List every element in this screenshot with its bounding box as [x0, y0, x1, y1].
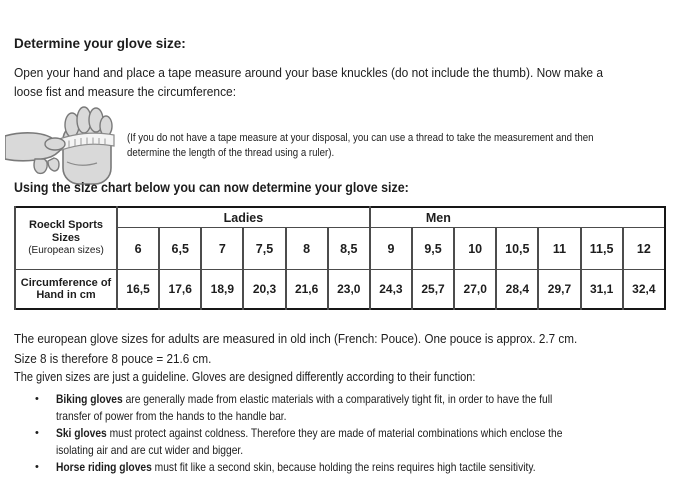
size-cell: 9,5 — [412, 228, 454, 270]
size-cell: 8 — [286, 228, 328, 270]
table-label-circumference — [15, 270, 117, 310]
hand-with-tape-measure-icon — [5, 102, 123, 186]
circumference-cell: 17,6 — [159, 270, 201, 310]
heading-determine-glove-size: Determine your glove size: — [14, 36, 186, 51]
paragraph-line: Open your hand and place a tape measure around your base knuckles (do not include the thumb). Now make a — [14, 65, 604, 80]
paragraph-line: (If you do not have a tape measure at your disposal, you can use a thread to take the measurement and then — [127, 132, 594, 144]
glove-function-bullet-list — [35, 391, 675, 476]
table-label-line: Roeckl Sports — [29, 219, 103, 232]
list-item — [35, 425, 675, 459]
bullet-rest: must fit like a second skin, because holding the reins requires high tactile sensitivity. — [151, 460, 536, 474]
bullet-lead: Ski gloves — [56, 426, 107, 440]
circumference-cell: 20,3 — [243, 270, 285, 310]
circumference-cell: 27,0 — [454, 270, 496, 310]
heading-size-chart: Using the size chart below you can now determine your glove size: — [14, 180, 409, 195]
bullet-icon: • — [35, 393, 39, 405]
bullet-lead: Biking gloves — [56, 392, 123, 406]
table-group-header-ladies: Ladies — [117, 207, 370, 228]
table-label-line: Sizes — [51, 231, 81, 244]
list-item — [35, 391, 675, 425]
size-cell: 6 — [117, 228, 159, 270]
size-cell: 8,5 — [328, 228, 370, 270]
paragraph-line: determine the length of the thread using a ruler). — [127, 146, 335, 159]
table-label-line: (European sizes) — [28, 245, 104, 257]
circumference-cell: 21,6 — [286, 270, 328, 310]
circumference-cell: 31,1 — [581, 270, 623, 310]
size-cell: 11 — [538, 228, 580, 270]
size-cell: 9 — [370, 228, 412, 270]
table-label-roeckl-sports-sizes — [15, 207, 117, 270]
list-item — [35, 459, 675, 476]
size-cell: 6,5 — [159, 228, 201, 270]
bullet-rest: are generally made from elastic materials with a comparatively tight fit, in order to have the full transfer of power from the hands to the handle bar. — [56, 392, 553, 423]
table-group-header-men: Men — [370, 207, 665, 228]
circumference-cell: 25,7 — [412, 270, 454, 310]
glove-size-table — [14, 206, 666, 310]
paragraph-line: The european glove sizes for adults are measured in old inch (French: Pouce). One pouce is approx. 2.7 cm. — [14, 331, 578, 346]
circumference-cell: 24,3 — [370, 270, 412, 310]
size-cell: 7 — [201, 228, 243, 270]
bullet-text — [56, 391, 575, 425]
bullet-lead: Horse riding gloves — [56, 460, 152, 474]
tape-measure-note — [127, 131, 594, 160]
paragraph-pouce-explanation — [14, 329, 577, 369]
table-row-groups — [15, 207, 665, 228]
paragraph-measure-instructions — [14, 63, 603, 101]
size-cell: 12 — [623, 228, 665, 270]
bullet-text — [56, 425, 575, 459]
size-cell: 10 — [454, 228, 496, 270]
table-label-line: Hand in cm — [36, 289, 96, 301]
circumference-cell: 29,7 — [538, 270, 580, 310]
hand-tape-measure-illustration — [5, 102, 123, 191]
circumference-cell: 18,9 — [201, 270, 243, 310]
circumference-cell: 32,4 — [623, 270, 665, 310]
paragraph-line: loose fist and measure the circumference: — [14, 84, 237, 99]
bullet-rest: must protect against coldness. Therefore they are made of material combinations which enclose the isolating air and are cut wider and bigger. — [56, 426, 563, 457]
size-cell: 10,5 — [496, 228, 538, 270]
bullet-icon: • — [35, 461, 39, 473]
table-row-circumference — [15, 270, 665, 310]
circumference-cell: 16,5 — [117, 270, 159, 310]
size-cell: 11,5 — [581, 228, 623, 270]
table-label-line: Circumference of — [20, 276, 112, 289]
circumference-cell: 28,4 — [496, 270, 538, 310]
circumference-cell: 23,0 — [328, 270, 370, 310]
size-cell: 7,5 — [243, 228, 285, 270]
paragraph-guideline-intro: The given sizes are just a guideline. Gloves are designed differently according to their function: — [14, 370, 476, 384]
bullet-icon: • — [35, 427, 39, 439]
paragraph-line: Size 8 is therefore 8 pouce = 21.6 cm. — [14, 351, 212, 366]
bullet-text — [56, 459, 575, 476]
